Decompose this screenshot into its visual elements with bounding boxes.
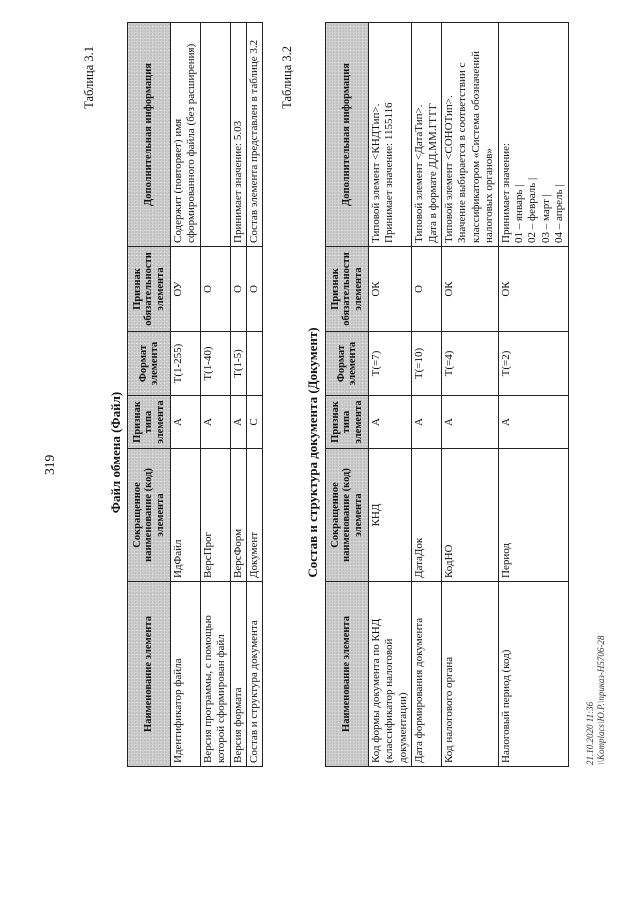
info-line: Типовой элемент <ДатаТип>. xyxy=(413,104,426,243)
element-code-cell: ВерсФорм xyxy=(230,449,246,582)
page-number: 319 xyxy=(42,454,57,475)
column-header: Признак типа элемента xyxy=(128,396,171,449)
element-required-cell: О xyxy=(200,247,230,332)
element-required-cell: О xyxy=(247,247,263,332)
column-header: Дополнительная информация xyxy=(326,23,369,247)
table-header-row xyxy=(326,23,369,767)
column-header: Формат элемента xyxy=(326,332,369,396)
table-label: Таблица 3.2 xyxy=(280,46,294,109)
element-format-cell: T(1-5) xyxy=(230,332,246,396)
info-line: Типовой элемент <СОНОТип>. xyxy=(443,95,456,243)
element-type-cell: А xyxy=(498,396,568,449)
column-header: Наименование элемента xyxy=(326,582,369,767)
element-required-cell: О xyxy=(230,247,246,332)
file-stamp xyxy=(585,636,608,765)
column-header: Формат элемента xyxy=(128,332,171,396)
info-line: Принимает значение: 1155116 xyxy=(383,102,396,243)
additional-info-cell xyxy=(369,23,412,247)
column-header: Сокращенное наименование (код) элемента xyxy=(128,449,171,582)
additional-info-cell xyxy=(498,23,568,247)
table-row xyxy=(230,23,246,767)
element-format-cell: T(=4) xyxy=(442,332,499,396)
exchange-file-table xyxy=(127,22,263,767)
element-name-cell: Идентификатор файла xyxy=(171,582,201,767)
additional-info-cell xyxy=(247,23,263,247)
element-format-cell: T(1-255) xyxy=(171,332,201,396)
element-format-cell: T(=7) xyxy=(369,332,412,396)
info-line: сформированного файла (без расширения) xyxy=(185,43,198,243)
document-structure-table xyxy=(325,22,569,767)
column-header: Признак обязательности элемента xyxy=(128,247,171,332)
element-name-cell: Версия программы, с помощью которой сформирован файл xyxy=(200,582,230,767)
table-row xyxy=(369,23,412,767)
info-line: Значение выбирается в соответствии с xyxy=(456,62,469,243)
element-format-cell: T(=2) xyxy=(498,332,568,396)
info-line: 02 – февраль | xyxy=(526,177,539,243)
table-caption: Файл обмена (Файл) xyxy=(108,391,123,514)
additional-info-cell xyxy=(200,23,230,247)
element-name-cell: Дата формирования документа xyxy=(412,582,442,767)
element-name-cell: Состав и структура документа xyxy=(247,582,263,767)
table-row xyxy=(442,23,499,767)
element-name-cell: Налоговый период (код) xyxy=(498,582,568,767)
element-name-cell: Версия формата xyxy=(230,582,246,767)
additional-info-cell xyxy=(412,23,442,247)
element-code-cell: ДатаДок xyxy=(412,449,442,582)
info-line: 03 – март | xyxy=(539,194,552,243)
info-line: Дата в формате ДД.ММ.ГГГГ xyxy=(426,102,439,243)
element-code-cell: КодНО xyxy=(442,449,499,582)
table-row xyxy=(412,23,442,767)
table-row xyxy=(498,23,568,767)
element-format-cell: T(1-40) xyxy=(200,332,230,396)
element-required-cell: О xyxy=(412,247,442,332)
column-header: Наименование элемента xyxy=(128,582,171,767)
element-type-cell: А xyxy=(230,396,246,449)
info-line: налоговых органов» xyxy=(483,148,496,243)
table-row xyxy=(247,23,263,767)
element-format-cell xyxy=(247,332,263,396)
element-type-cell: А xyxy=(200,396,230,449)
info-line: 04 – апрель | xyxy=(553,184,566,243)
element-code-cell: Документ xyxy=(247,449,263,582)
table-row xyxy=(171,23,201,767)
additional-info-cell xyxy=(171,23,201,247)
table-caption: Состав и структура документа (Документ) xyxy=(305,327,320,578)
info-line: 01 – январь | xyxy=(513,184,526,243)
element-code-cell: ИдФайл xyxy=(171,449,201,582)
column-header: Признак типа элемента xyxy=(326,396,369,449)
element-code-cell: КНД xyxy=(369,449,412,582)
stamp-path: \\Komplacs\Ю.Р.\приказ-Н5706-28 xyxy=(596,635,607,765)
element-type-cell: С xyxy=(247,396,263,449)
element-required-cell: ОК xyxy=(442,247,499,332)
info-line: Содержит (повторяет) имя xyxy=(172,118,184,243)
column-header: Дополнительная информация xyxy=(128,23,171,247)
table-row xyxy=(200,23,230,767)
column-header: Сокращенное наименование (код) элемента xyxy=(326,449,369,582)
info-line: Принимает значение: xyxy=(499,142,512,243)
element-required-cell: ОК xyxy=(369,247,412,332)
element-required-cell: ОУ xyxy=(171,247,201,332)
column-header: Признак обязательности элемента xyxy=(326,247,369,332)
element-required-cell: ОК xyxy=(498,247,568,332)
stamp-date: 21.10.2020 11:36 xyxy=(585,701,595,765)
info-line: классификатором «Система обозначений xyxy=(469,51,482,243)
info-line: Типовой элемент <КНДТип>. xyxy=(370,103,382,243)
element-code-cell: Период xyxy=(498,449,568,582)
element-format-cell: T(=10) xyxy=(412,332,442,396)
element-type-cell: А xyxy=(442,396,499,449)
info-line: Принимает значение: 5.03 xyxy=(231,120,244,243)
element-code-cell: ВерсПрог xyxy=(200,449,230,582)
element-type-cell: А xyxy=(412,396,442,449)
table-label: Таблица 3.1 xyxy=(82,46,96,109)
element-name-cell: Код формы документа по КНД (классификатор налоговой документации) xyxy=(369,582,412,767)
table-header-row xyxy=(128,23,171,767)
additional-info-cell xyxy=(442,23,499,247)
element-type-cell: А xyxy=(171,396,201,449)
info-line: Состав элемента представлен в таблице 3.2 xyxy=(248,39,261,243)
element-name-cell: Код налогового органа xyxy=(442,582,499,767)
element-type-cell: А xyxy=(369,396,412,449)
additional-info-cell xyxy=(230,23,246,247)
